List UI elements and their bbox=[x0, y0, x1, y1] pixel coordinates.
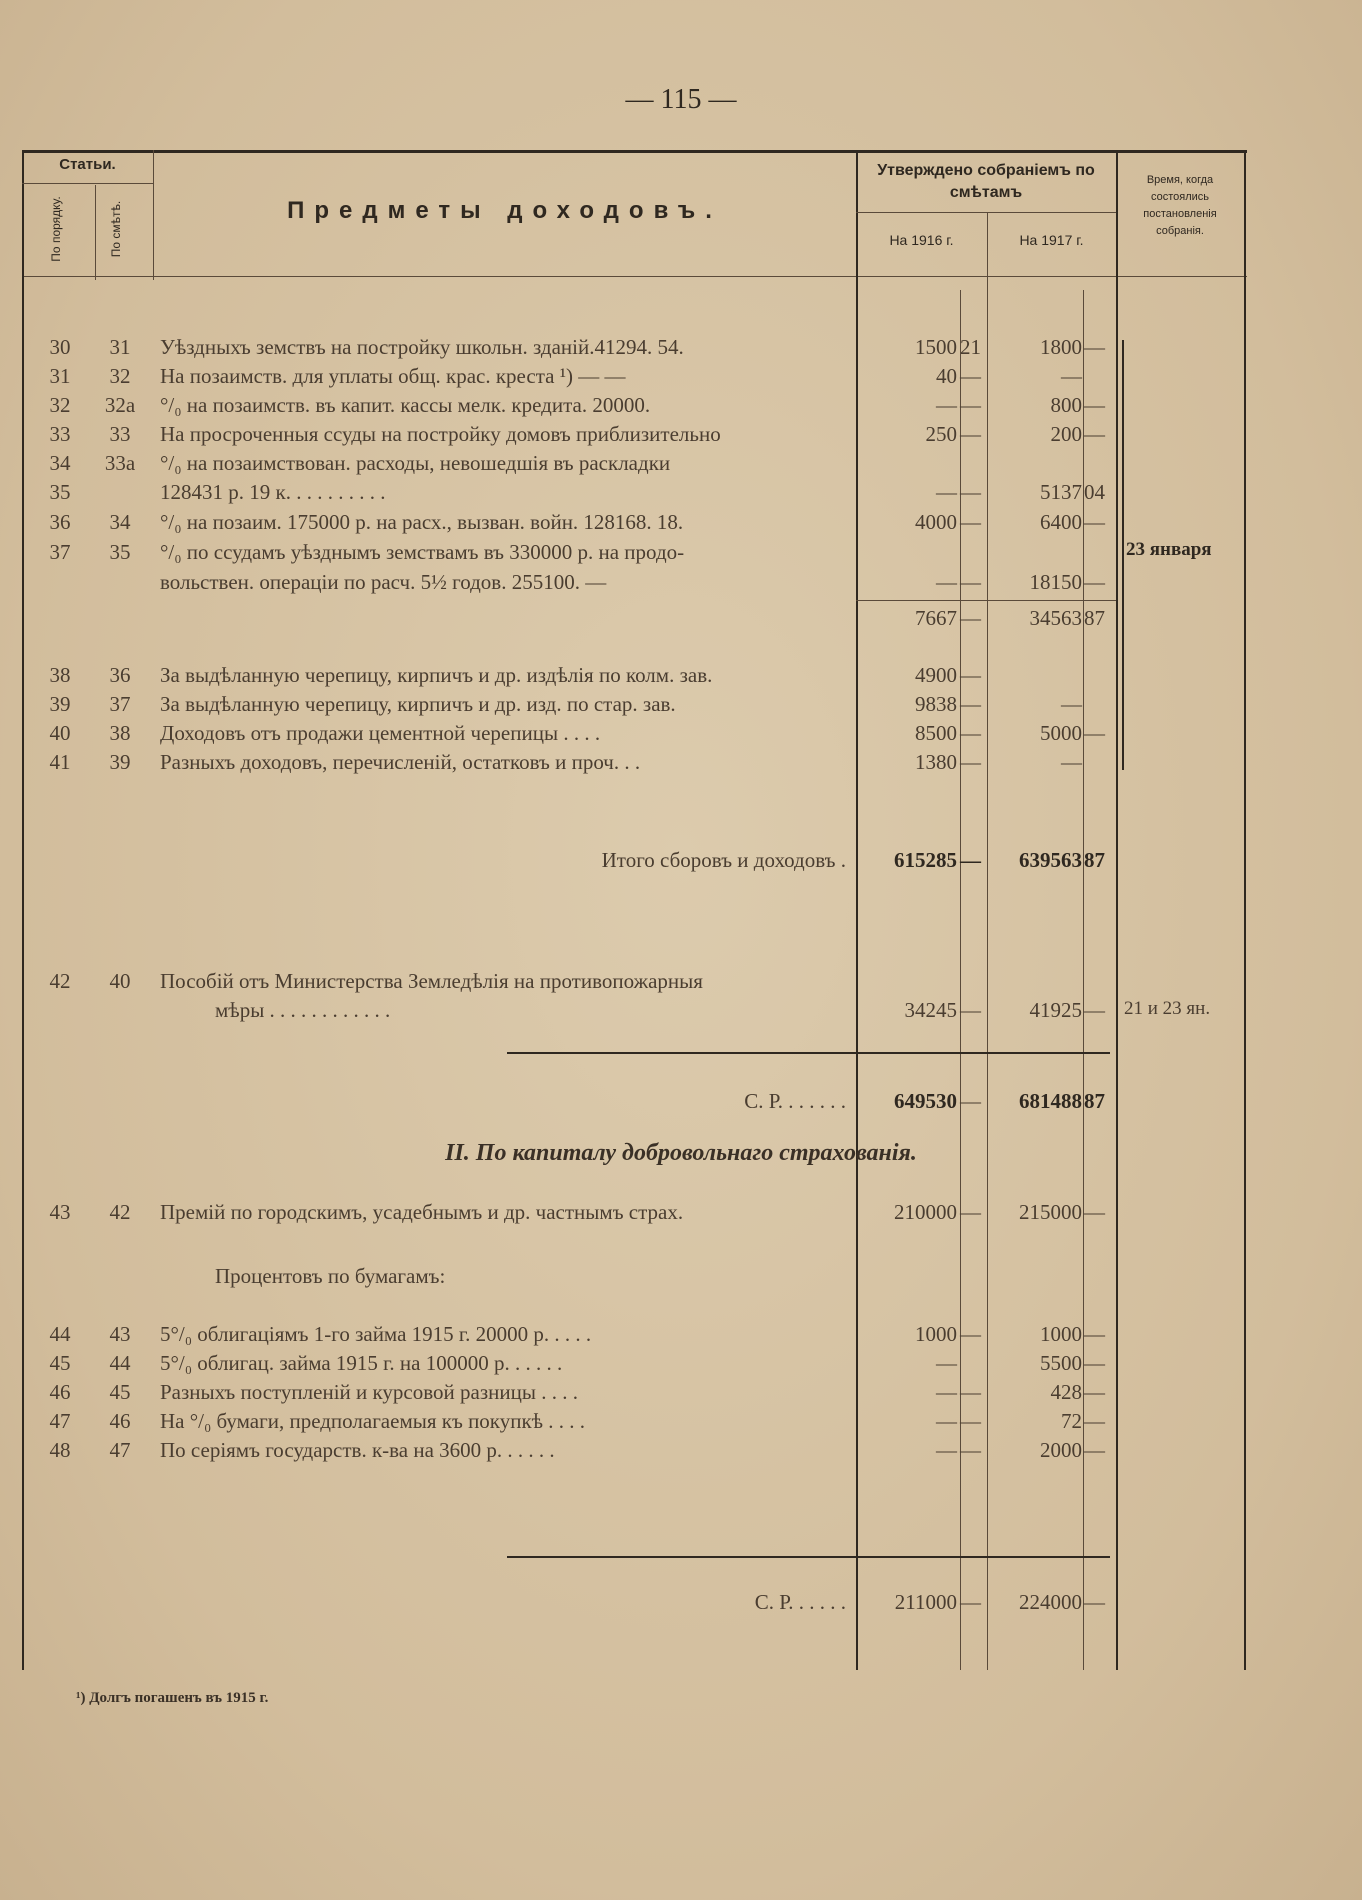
header-po-smete: По смѣтѣ. bbox=[109, 200, 123, 258]
subtotal-rule bbox=[856, 600, 1116, 601]
table-row: 46 45 Разныхъ поступленій и курсовой разницы . . . . — — 428 — bbox=[49, 1380, 1105, 1404]
header-year1: На 1916 г. bbox=[889, 232, 954, 248]
table-row: 37 35 °/₀ по ссудамъ уѣзднымъ земствамъ въ 330000 р. на продо- bbox=[49, 540, 685, 564]
table-row: 36 34 °/₀ на позаим. 175000 р. на расх., вызван. войн. 128168. 18. 4000 — 6400 — bbox=[49, 510, 1105, 534]
date-23-january: 23 января bbox=[1126, 539, 1212, 560]
table-row: 41 39 Разныхъ доходовъ, перечисленій, остатковъ и проч. . . 1380 — — bbox=[49, 750, 1082, 774]
interest-heading: Процентовъ по бумагамъ: bbox=[215, 1264, 446, 1288]
table-row: 44 43 5°/₀ облигаціямъ 1-го займа 1915 г. 20000 р. . . . . 1000 — 1000 — bbox=[49, 1322, 1105, 1346]
table-row: 48 47 По серіямъ государств. к-ва на 3600 р. . . . . . — — 2000 — bbox=[49, 1438, 1105, 1462]
sr2-row: С. Р. . . . . . 211000 — 224000 — bbox=[754, 1590, 1105, 1614]
section-2-title: II. По капиталу добровольнаго страхованія. bbox=[445, 1140, 917, 1166]
table-row: 42 40 Пособій отъ Министерства Земледѣлія на противопожарныя bbox=[49, 969, 703, 993]
total-income-row: Итого сборовъ и доходовъ . 615285 — 639563 87 bbox=[601, 848, 1105, 872]
table-row: 31 32 На позаимств. для уплаты общ. крас. креста ¹) — — 40 — — bbox=[49, 364, 1082, 388]
header-approved: Утверждено собраніемъ по смѣтамъ bbox=[877, 162, 1095, 201]
table-row: вольствен. операціи по расч. 5½ годов. 255100. — — — 18150 — bbox=[160, 570, 1105, 594]
page-number: — 115 — bbox=[625, 84, 737, 115]
table-row: 32 32а °/₀ на позаимств. въ капит. кассы мелк. кредита. 20000. — — 800 — bbox=[49, 393, 1105, 417]
header-po-poryadku: По порядку. bbox=[49, 196, 63, 262]
header-year2: На 1917 г. bbox=[1019, 232, 1084, 248]
header-title: Предметы доходовъ. bbox=[287, 197, 722, 224]
header-statyi: Статьи. bbox=[59, 156, 116, 173]
table-row: 40 38 Доходовъ отъ продажи цементной черепицы . . . . 8500 — 5000 — bbox=[49, 721, 1105, 745]
header-time-note: Время, когда состоялись постановленія собранія. bbox=[1143, 174, 1217, 237]
sr1-row: С. Р. . . . . . . 649530 — 681488 87 bbox=[744, 1089, 1105, 1113]
subtotal-row: 7667 — 34563 87 bbox=[915, 606, 1105, 630]
table-row: 33 33 На просроченныя ссуды на постройку домовъ приблизительно 250 — 200 — bbox=[49, 422, 1105, 446]
footnote: ¹) Долгъ погашенъ въ 1915 г. bbox=[76, 1690, 269, 1706]
sr1-rule bbox=[507, 1052, 1110, 1054]
table-row: 43 42 Премій по городскимъ, усадебнымъ и др. частнымъ страх. 210000 — 215000 — bbox=[49, 1200, 1105, 1224]
table-row: 35 128431 р. 19 к. . . . . . . . . . — — 5137 04 bbox=[49, 480, 1105, 504]
table-row: 30 31 Уѣздныхъ земствъ на постройку школьн. зданій.41294. 54. 1500 21 1800 — bbox=[49, 335, 1105, 359]
table-row: 34 33а °/₀ на позаимствован. расходы, невошедшія въ раскладки bbox=[49, 451, 671, 475]
table-row: 45 44 5°/₀ облигац. займа 1915 г. на 100000 р. . . . . . — 5500 — bbox=[49, 1351, 1105, 1375]
table-row: 39 37 За выдѣланную черепицу, кирпичъ и др. изд. по стар. зав. 9838 — — bbox=[49, 692, 1082, 716]
sr2-rule bbox=[507, 1556, 1110, 1558]
table-row: 47 46 На °/₀ бумаги, предполагаемыя къ покупкѣ . . . . — — 72 — bbox=[49, 1409, 1105, 1433]
table-row: мѣры . . . . . . . . . . . . 34245 — 41925 — 21 и 23 ян. bbox=[215, 998, 1211, 1022]
table-row: 38 36 За выдѣланную черепицу, кирпичъ и др. издѣлія по колм. зав. 4900 — bbox=[49, 663, 981, 687]
